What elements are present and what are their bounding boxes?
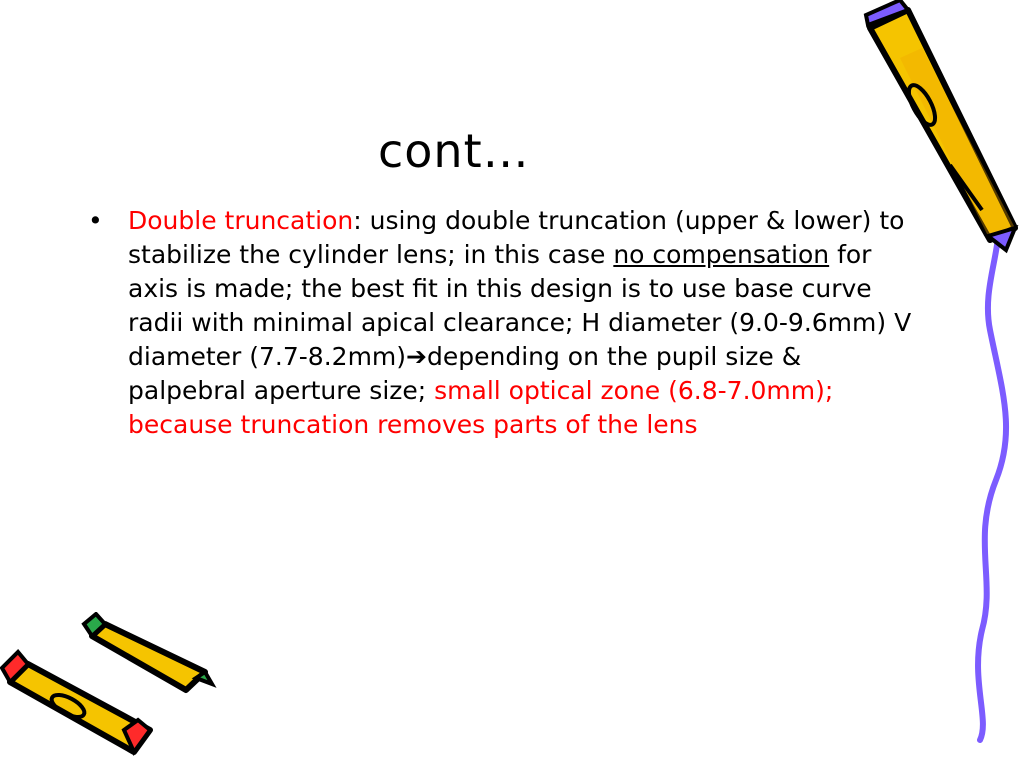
- pencils-clipart-icon: [0, 612, 220, 762]
- bullet-underlined-phrase: no compensation: [613, 240, 830, 269]
- bullet-text-part-1: using double truncation (upper & lower) to stabilize the cylinder lens; in this case: [128, 206, 905, 269]
- bullet-text-part-2: for axis is made; the best fit in this design is to use base curve radii with minimal apical clearance; H diameter (9.0-9.6mm) V diameter (7.7-8.2mm): [128, 240, 912, 371]
- slide-body: [88, 204, 928, 442]
- bullet-symbol: •: [88, 206, 103, 235]
- slide-title: cont…: [378, 124, 530, 178]
- bullet-text: [128, 204, 923, 442]
- arrow-icon: ➔: [406, 342, 427, 371]
- bullet-text-part-3: depending on the pupil size & palpebral aperture size;: [128, 342, 802, 405]
- bullet-term: Double truncation: [128, 206, 354, 235]
- bullet-red-tail: small optical zone (6.8-7.0mm); because truncation removes parts of the lens: [128, 376, 834, 439]
- bullet-item: [88, 204, 928, 442]
- bullet-colon: :: [353, 206, 362, 235]
